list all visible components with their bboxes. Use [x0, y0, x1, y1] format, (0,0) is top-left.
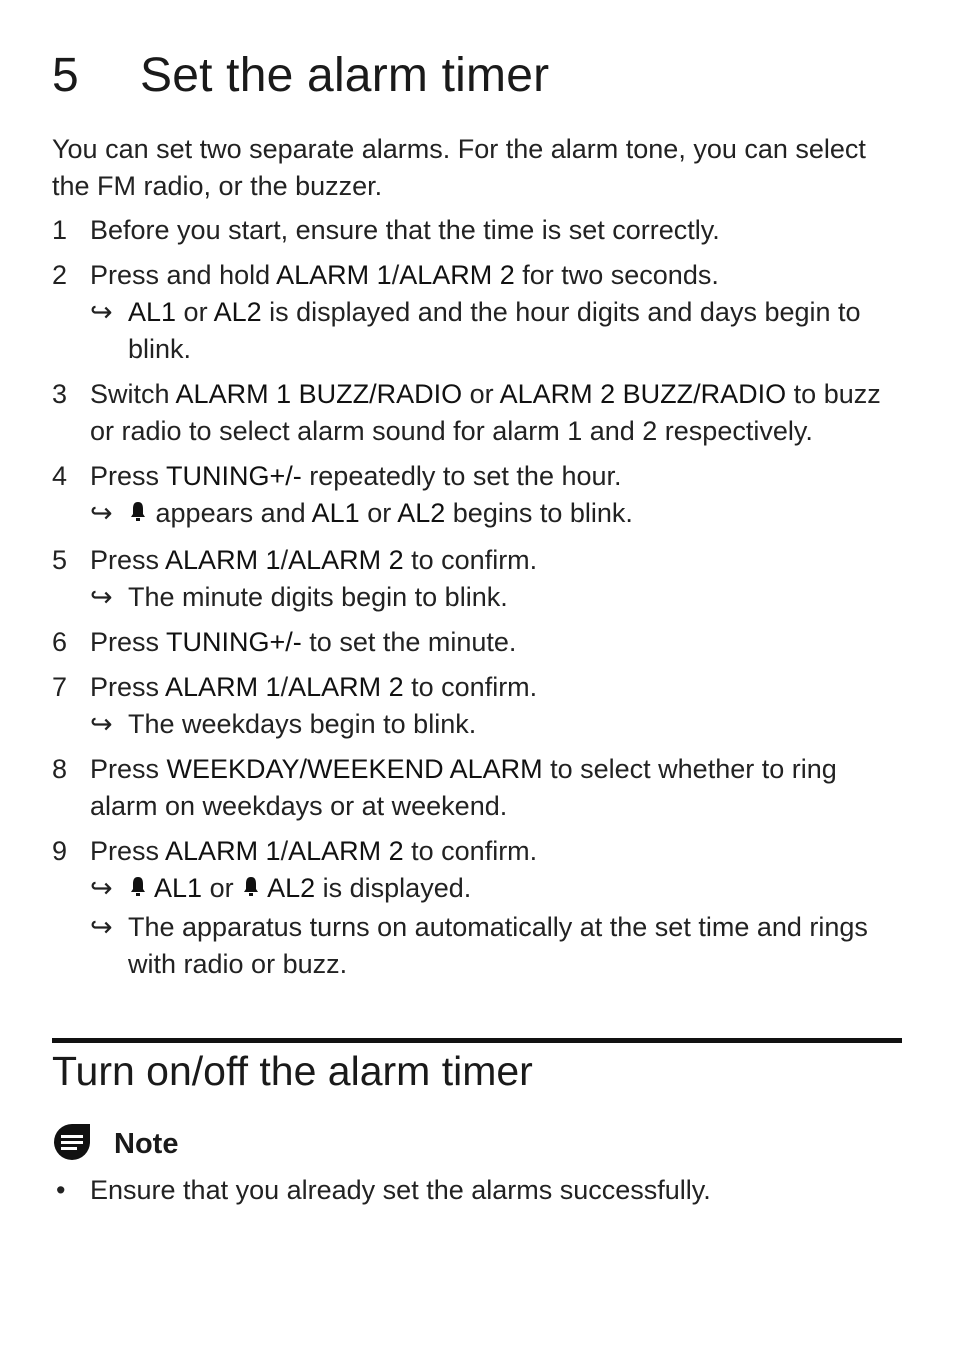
step-5 [52, 542, 902, 616]
step-text: Press [90, 545, 166, 575]
arrow-icon: ↪ [90, 297, 113, 327]
step-text: Press [90, 627, 167, 657]
step-8 [52, 751, 902, 825]
arrow-icon: ↪ [90, 912, 113, 942]
step-text: to buzz or radio to select alarm sound for alarm 1 and 2 respectively. [90, 379, 881, 446]
arrow-icon: ↪ [90, 873, 113, 903]
button-label: ALARM 1 [276, 260, 392, 290]
bell-icon [128, 497, 148, 534]
step-result [90, 294, 902, 368]
note-bullet [52, 1172, 902, 1209]
result-text: or [202, 873, 242, 903]
step-text: for two seconds. [514, 260, 719, 290]
result-text: appears and [155, 498, 312, 528]
step-text: repeatedly to set the hour. [301, 461, 622, 491]
result-text: or [359, 498, 398, 528]
step-text: Press [90, 461, 167, 491]
step-text: / [280, 672, 289, 702]
bullet-text: Ensure that you already set the alarms successfully. [90, 1175, 711, 1205]
button-label: ALARM 2 [288, 545, 404, 575]
step-text: / [280, 545, 289, 575]
step-text: to confirm. [403, 836, 538, 866]
chapter-heading [52, 48, 549, 103]
step-text: Before you start, ensure that the time is set correctly. [90, 215, 720, 245]
step-6 [52, 624, 902, 661]
switch-label: ALARM 2 BUZZ/RADIO [499, 379, 787, 409]
result-text: is displayed. [315, 873, 472, 903]
button-label: TUNING+/- [166, 627, 302, 657]
result-text: or [176, 297, 214, 327]
result-text: is displayed and the hour digits and days begin to blink. [128, 297, 861, 364]
step-text: to confirm. [403, 672, 538, 702]
step-number: 8 [52, 754, 68, 784]
step-text: Press [90, 836, 166, 866]
step-text: Switch [90, 379, 176, 409]
step-result [90, 870, 902, 909]
button-label: ALARM 1 [165, 672, 281, 702]
step-text: or [462, 379, 500, 409]
switch-label: ALARM 1 BUZZ/RADIO [175, 379, 463, 409]
step-text: / [280, 836, 289, 866]
display-label: AL1 [311, 498, 360, 528]
display-label: AL2 [397, 498, 446, 528]
bell-icon [241, 872, 261, 909]
step-text: to set the minute. [301, 627, 517, 657]
step-7 [52, 669, 902, 743]
display-label: AL1 [128, 297, 177, 327]
button-label: ALARM 1 [165, 545, 281, 575]
step-text: to confirm. [403, 545, 538, 575]
step-2 [52, 257, 902, 368]
step-text: / [391, 260, 400, 290]
display-label: AL1 [154, 873, 203, 903]
chapter-number: 5 [52, 49, 79, 102]
step-result [90, 495, 902, 534]
step-number: 7 [52, 672, 68, 702]
step-text: Press [90, 754, 167, 784]
bullet-icon: • [56, 1175, 66, 1205]
note-header [52, 1122, 178, 1167]
button-label: TUNING+/- [166, 461, 302, 491]
display-label: AL2 [213, 297, 262, 327]
step-number: 2 [52, 260, 68, 290]
step-number: 6 [52, 627, 68, 657]
step-3 [52, 376, 902, 450]
button-label: ALARM 1 [165, 836, 281, 866]
step-result [90, 909, 902, 983]
bell-icon [128, 872, 148, 909]
step-1 [52, 212, 902, 249]
display-label: AL2 [267, 873, 316, 903]
step-result [90, 706, 902, 743]
result-text: The weekdays begin to blink. [128, 709, 477, 739]
note-label: Note [114, 1128, 179, 1160]
result-text: The minute digits begin to blink. [128, 582, 508, 612]
intro-paragraph: You can set two separate alarms. For the alarm tone, you can select the FM radio, or the buzzer. [52, 134, 866, 201]
section-title: Turn on/off the alarm timer [52, 1048, 533, 1094]
step-4 [52, 458, 902, 534]
step-number: 1 [52, 215, 68, 245]
step-number: 5 [52, 545, 68, 575]
step-text: to select whether to ring alarm on weekdays or at weekend. [90, 754, 837, 821]
step-text: Press [90, 672, 166, 702]
button-label: ALARM 2 [399, 260, 515, 290]
step-number: 3 [52, 379, 68, 409]
result-text: The apparatus turns on automatically at the set time and rings with radio or buzz. [128, 912, 868, 979]
step-number: 4 [52, 461, 68, 491]
step-number: 9 [52, 836, 68, 866]
step-text: Press and hold [90, 260, 277, 290]
step-result [90, 579, 902, 616]
section-divider [52, 1038, 902, 1043]
note-icon [52, 1122, 92, 1167]
button-label: ALARM 2 [288, 836, 404, 866]
button-label: WEEKDAY/WEEKEND ALARM [166, 754, 543, 784]
arrow-icon: ↪ [90, 498, 113, 528]
chapter-title: Set the alarm timer [140, 49, 550, 102]
step-9 [52, 833, 902, 983]
arrow-icon: ↪ [90, 709, 113, 739]
result-text: begins to blink. [445, 498, 633, 528]
arrow-icon: ↪ [90, 582, 113, 612]
step-list [52, 212, 902, 983]
button-label: ALARM 2 [288, 672, 404, 702]
